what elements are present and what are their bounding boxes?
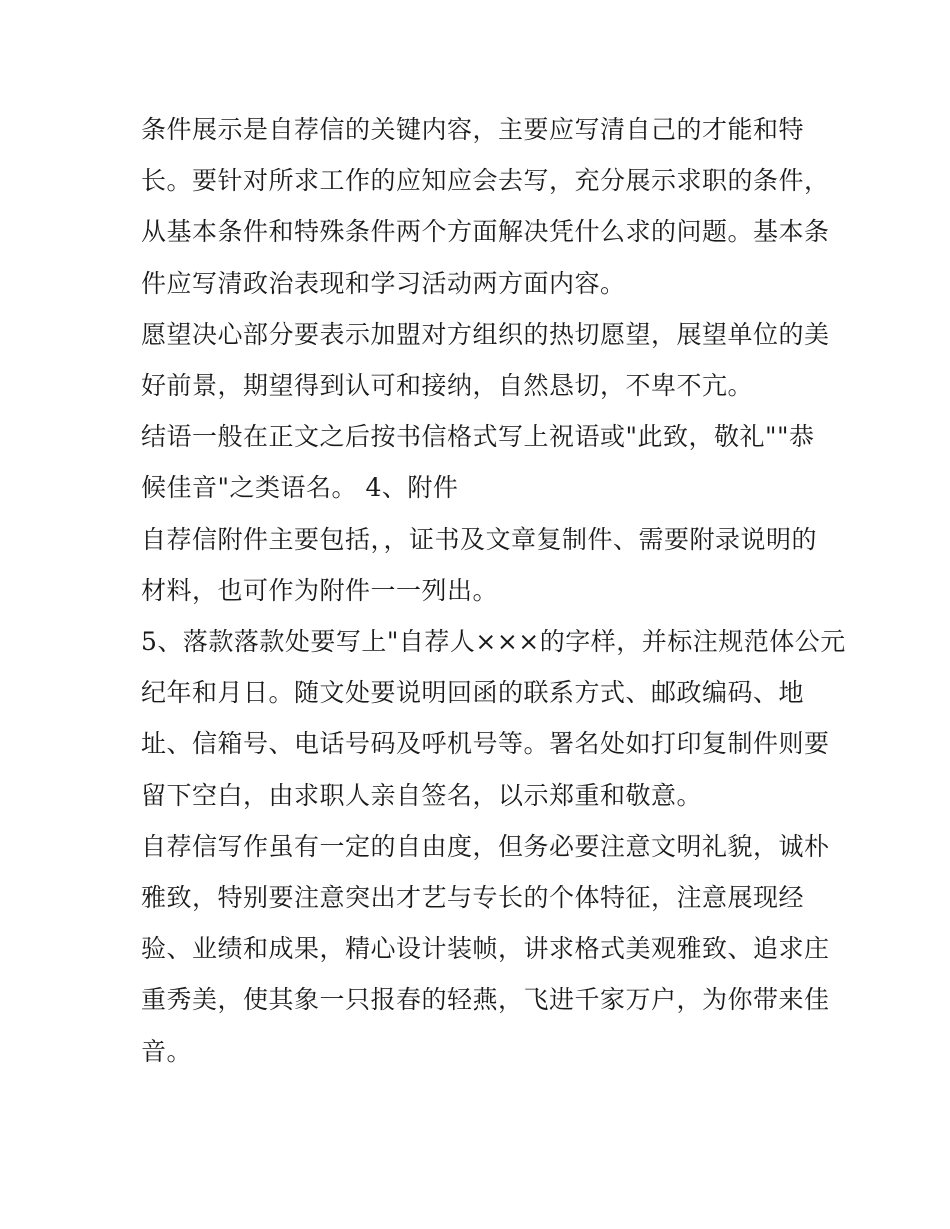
- text-line: 自荐信附件主要包括，，证书及文章复制件、需要附录说明的: [141, 524, 818, 554]
- text-line: 重秀美，使其象一只报春的轻燕，飞进千家万户，为你带来佳: [141, 985, 830, 1015]
- paragraph-aspiration: [141, 309, 830, 411]
- paragraph-attachments: [141, 514, 816, 616]
- text-line: 址、信箱号、电话号码及呼机号等。署名处如打印复制件则要: [141, 729, 830, 759]
- text-line: 件应写清政治表现和学习活动两方面内容。: [141, 268, 626, 298]
- text-line: 材料，也可作为附件一一列出。: [141, 575, 499, 605]
- text-line: 候佳音"之类语名。 4、附件: [141, 473, 459, 503]
- text-line: 结语一般在正文之后按书信格式写上祝语或"此致，敬礼""恭: [141, 422, 815, 452]
- paragraph-writing-tips: [141, 821, 830, 1077]
- text-line: 验、业绩和成果，精心设计装帧，讲求格式美观雅致、追求庄: [141, 934, 830, 964]
- text-line: 纪年和月日。随文处要说明回函的联系方式、邮政编码、地: [141, 678, 805, 708]
- paragraph-qualifications: [141, 104, 830, 309]
- text-line: 从基本条件和特殊条件两个方面解决凭什么求的问题。基本条: [141, 217, 830, 247]
- text-line: 留下空白，由求职人亲自签名，以示郑重和敬意。: [141, 780, 703, 810]
- text-line: 条件展示是自荐信的关键内容，主要应写清自己的才能和特: [141, 115, 805, 144]
- text-line: 音。: [141, 1036, 193, 1066]
- text-line: 自荐信写作虽有一定的自由度，但务必要注意文明礼貌，诚朴: [141, 831, 830, 861]
- text-line: 雅致，特别要注意突出才艺与专长的个体特征，注意展现经: [141, 883, 805, 913]
- paragraph-closing: [141, 411, 816, 513]
- paragraph-signature: [141, 616, 846, 821]
- document-body: [141, 104, 846, 1077]
- text-line: 愿望决心部分要表示加盟对方组织的热切愿望，展望单位的美: [141, 319, 830, 349]
- text-line: 长。要针对所求工作的应知应会去写，充分展示求职的条件，: [141, 166, 830, 196]
- text-line: 好前景，期望得到认可和接纳，自然恳切，不卑不亢。: [141, 371, 754, 401]
- text-line: 5、落款落款处要写上"自荐人×××的字样，并标注规范体公元: [141, 627, 846, 657]
